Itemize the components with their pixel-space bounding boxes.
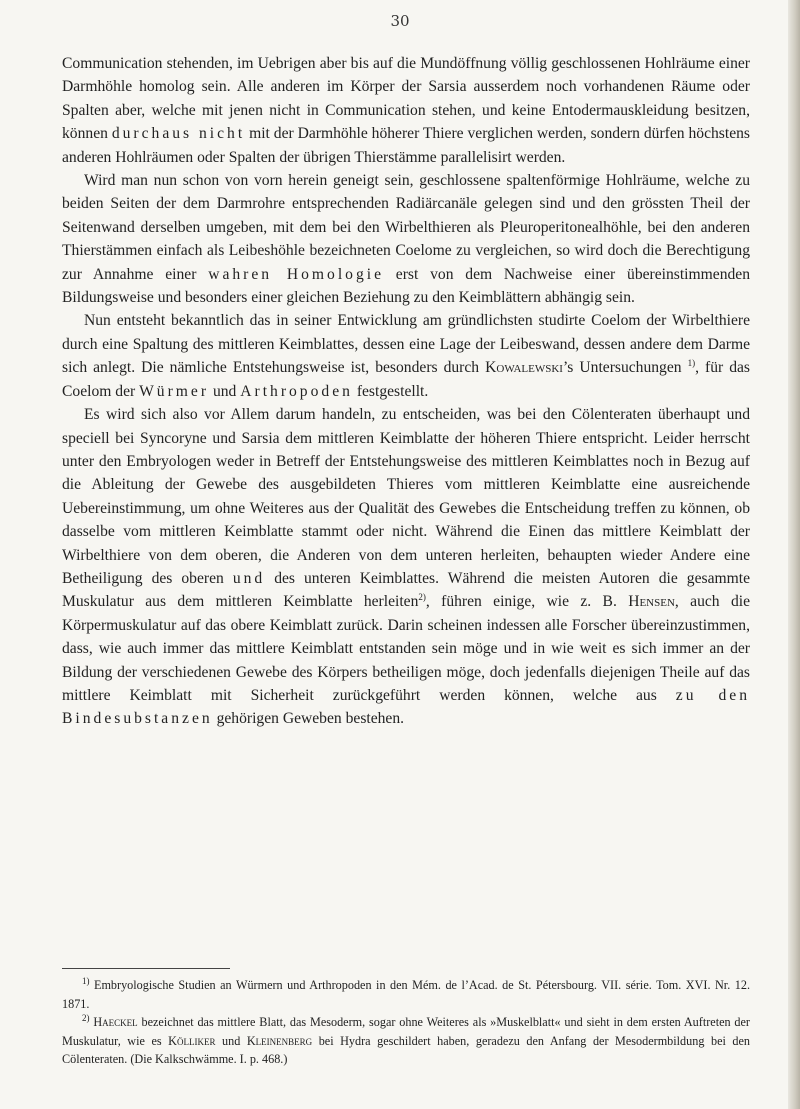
text-run: Kölliker xyxy=(168,1033,216,1048)
paragraph xyxy=(62,309,750,403)
text-run: des unteren Keimblattes. Während die meisten Autoren die gesammte Muskulatur aus dem mittleren Keimblatte herleiten xyxy=(62,569,751,611)
footnote xyxy=(62,976,750,1013)
text-run: und xyxy=(209,382,241,400)
text-run: Communication stehenden, im Uebrigen aber bis auf die Mundöffnung völlig geschlossenen Hohlräume einer Darmhöhle homolog sein. Alle anderen im Körper der Sarsia ausserdem noch vorhandenen Räume oder Spalten aber, welche mit jenen nicht in Communication stehen, und keine Entodermauskleidung besitzen, können xyxy=(62,55,750,143)
footnote xyxy=(62,1013,750,1069)
text-run: und xyxy=(232,569,266,587)
page-edge-shadow xyxy=(788,0,800,1109)
page-number: 30 xyxy=(390,12,410,30)
footnote-marker: 2) xyxy=(82,1013,90,1024)
text-run: zu den Bindesubstanzen xyxy=(62,686,750,728)
footnotes xyxy=(62,976,750,1069)
text-run: Arthropoden xyxy=(240,382,353,400)
footnote-separator xyxy=(62,968,230,969)
paragraph xyxy=(62,403,750,731)
text-run: Kowalewski xyxy=(485,359,563,377)
text-run: durchaus nicht xyxy=(111,125,246,143)
text-run: erst von dem Nachweise einer übereinstimmenden Bildungsweise und besonders einer gleichen Beziehung zu den Keimblättern abhängig sein. xyxy=(62,265,751,307)
text-run: Wird man nun schon von vorn herein geneigt sein, geschlossene spaltenförmige Hohlräume, welche zu beiden Seiten der dem Darmrohre entsprechenden Radiärcanäle gelegen sind und den grössten Theil der Seitenwand derselben umgeben, mit dem bei den Wirbelthieren als Pleuroperitonealhöhle, bei den anderen Thierstämmen einfach als Leibeshöhle bezeichneten Coelome zu vergleichen, so wird doch die Berechtigung zur Annahme einer xyxy=(62,172,750,283)
text-run: bezeichnet das mittlere Blatt, das Mesoderm, sogar ohne Weiteres als »Muskelblatt« und sieht in dem ersten Auftreten der Muskulatur, wie es xyxy=(62,1015,750,1048)
text-run: , führen einige, wie z. B. xyxy=(425,593,629,611)
text-run: bei Hydra geschildert haben, geradezu den Anfang der Mesodermbildung bei den Cölenteraten. (Die Kalkschwämme. I. p. 468.) xyxy=(62,1033,751,1067)
paragraph xyxy=(62,52,750,169)
footnote-marker: 1) xyxy=(82,975,90,986)
text-run: Kleinenberg xyxy=(246,1033,313,1048)
text-run: , für das Coelom der xyxy=(62,359,750,400)
footnote-marker: 1) xyxy=(687,358,696,369)
text-run: Haeckel xyxy=(93,1015,138,1030)
text-run: Embryologische Studien an Würmern und Arthropoden in den Mém. de l’Acad. de St. Pétersbourg. VII. série. Tom. XVI. Nr. 12. 1871. xyxy=(62,978,750,1011)
text-run: gehörigen Geweben bestehen. xyxy=(212,710,405,728)
body-text xyxy=(62,52,750,731)
text-run: mit der Darmhöhle höherer Thiere verglichen werden, sondern dürfen höchstens anderen Hohlräumen oder Spalten der übrigen Thierstämme parallelisirt werden. xyxy=(62,125,750,166)
text-run: , auch die Körpermuskulatur auf das obere Keimblatt zurück. Darin scheinen indessen alle Forscher übereinzustimmen, dass, wie auch immer das mittlere Keimblatt entstanden sein möge und in wie weit es sich immer an der Bildung der verschiedenen Gewebe des Körpers betheiligen möge, doch jedenfalls diejenigen Theile auf das mittlere Keimblatt mit Sicherheit zurückgeführt werden können, welche aus xyxy=(62,593,750,704)
text-run: Hensen xyxy=(628,593,675,611)
paragraph xyxy=(62,169,750,309)
text-run: Nun entsteht bekanntlich das in seiner Entwicklung am gründlichsten studirte Coelom der Wirbelthiere durch eine Spaltung des mittleren Keimblattes, dessen eine Lage der Leibeswand, dessen andere dem Darme sich anlegt. Die nämliche Entstehungsweise ist, besonders durch xyxy=(62,312,750,377)
text-run: wahren Homologie xyxy=(208,265,385,283)
text-run: und xyxy=(215,1033,247,1048)
text-run: festgestellt. xyxy=(352,382,429,400)
text-run: ’s Untersuchungen xyxy=(562,359,688,377)
text-run: Würmer xyxy=(139,382,210,400)
footnote-marker: 2) xyxy=(418,592,426,603)
text-run: Es wird sich also vor Allem darum handeln, zu entscheiden, was bei den Cölenteraten überhaupt und speciell bei Syncoryne und Sarsia dem mittleren Keimblatte der höheren Thiere entspricht. Leider herrscht unter den Embryologen weder in Betreff der Entstehungsweise des mittleren Keimblattes noch in Bezug auf die Ableitung der Gewebe des ausgebildeten Thieres vom mittleren Keimblatte eine ausreichende Uebereinstimmung, um ohne Weiteres aus der Qualität des Gewebes die Entscheidung treffen zu können, ob dasselbe vom mittleren Keimblatte stammt oder nicht. Während die Einen das mittlere Keimblatt der Wirbelthiere von dem oberen, die Anderen von dem unteren herleiten, behaupten wieder Andere eine Betheiligung des oberen xyxy=(62,406,750,587)
